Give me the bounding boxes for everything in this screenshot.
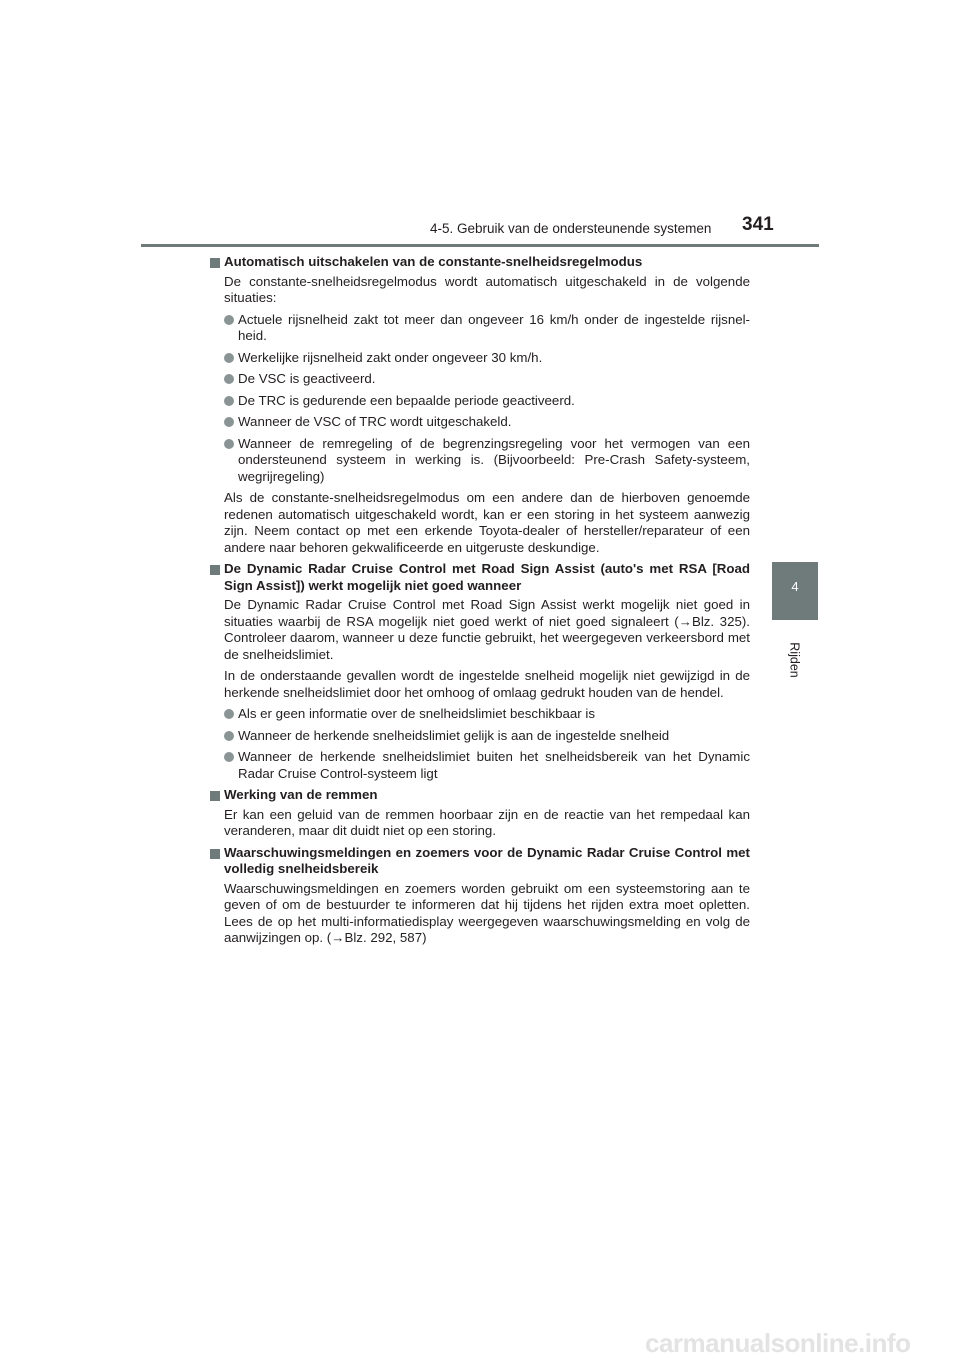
section-heading [210, 561, 750, 594]
list-item-text: Werkelijke rijsnelheid zakt onder ongeveer 30 km/h. [238, 349, 543, 365]
list-item [224, 436, 750, 486]
section-heading-text: Waarschuwingsmeldingen en zoemers voor de Dynamic Radar Cruise Control met volledig snelheidsbereik [224, 844, 750, 876]
header-divider [141, 244, 819, 247]
section-heading [210, 845, 750, 878]
page-number: 341 [742, 214, 774, 235]
section-rsa [210, 561, 750, 782]
section-heading [210, 254, 750, 271]
section-brakes [210, 787, 750, 840]
list-item [224, 749, 750, 782]
round-bullet-icon [224, 752, 234, 762]
list-item-text: Als er geen informatie over de snelheidslimiet beschikbaar is [238, 706, 595, 721]
list-item-text: De VSC is geactiveerd. [238, 371, 376, 386]
watermark-text: carmanualsonline.info [645, 1328, 911, 1358]
list-item [224, 350, 750, 367]
section-warnings [210, 845, 750, 947]
section-heading-text: De Dynamic Radar Cruise Control met Road Sign Assist (auto's met RSA [Road Sign Assist]) werkt mogelijk niet goed wanneer [224, 561, 750, 593]
list-item [224, 414, 750, 431]
square-bullet-icon [210, 791, 220, 801]
round-bullet-icon [224, 374, 234, 384]
list-item [224, 312, 750, 345]
list-item-text: Wanneer de VSC of TRC wordt uitgeschakeld. [238, 414, 512, 429]
round-bullet-icon [224, 315, 234, 325]
section-heading-text: Automatisch uitschakelen van de constante-snelheidsregelmodus [224, 254, 643, 269]
list-item-text: Wanneer de herkende snelheidslimiet gelijk is aan de ingestelde snelheid [238, 727, 670, 743]
round-bullet-icon [224, 396, 234, 406]
list-item [224, 371, 750, 388]
section-heading-text: Werking van de remmen [224, 787, 378, 802]
round-bullet-icon [224, 709, 234, 719]
round-bullet-icon [224, 731, 234, 741]
square-bullet-icon [210, 565, 220, 575]
round-bullet-icon [224, 353, 234, 363]
watermark-logo [645, 1328, 960, 1358]
list-item-text: Wanneer de herkende snelheidslimiet buiten het snelheidsbereik van het Dynamic Radar Cruise Control-systeem ligt [238, 749, 750, 781]
round-bullet-icon [224, 417, 234, 427]
list-item [224, 728, 750, 745]
chapter-label-text: Rijden [788, 642, 802, 678]
list-item [224, 706, 750, 723]
list-item-text: De TRC is gedurende een bepaalde periode geactiveerd. [238, 392, 575, 408]
running-header-section-title: 4-5. Gebruik van de ondersteunende systemen [430, 221, 712, 236]
round-bullet-icon [224, 439, 234, 449]
paragraph: Waarschuwingsmeldingen en zoemers worden gebruikt om een systeemstoring aan te geven of om de bestuurder te informeren dat hij tijdens het rijden extra moet opletten. Lees de op het multi-informatiedisplay weergegeven waarschuwingsmelding en volg de aanwijzingen op. (→Blz. 292, 587) [224, 880, 750, 945]
paragraph: De Dynamic Radar Cruise Control met Road Sign Assist werkt mogelijk niet goed in situaties waarbij de RSA mogelijk niet goed werkt of niet goed signaleert (→Blz. 325). Controleer daarom, wanneer u deze functie gebruikt, het weergegeven verkeersbord met de snelheidslimiet. [224, 597, 750, 662]
list-item [224, 393, 750, 410]
section-heading [210, 787, 750, 804]
list-item-text: Wanneer de remregeling of de begrenzingsregeling voor het vermogen van een ondersteunend systeem in werking is. (Bijvoorbeeld: Pre-Crash Safety-systeem, wegrijregeling) [238, 435, 750, 484]
section-auto-disable [210, 254, 750, 556]
list-item-text: Actuele rijsnelheid zakt tot meer dan ongeveer 16 km/h onder de ingestelde rijsnel-heid. [238, 311, 750, 343]
paragraph: De constante-snelheidsregelmodus wordt automatisch uitgeschakeld in de volgende situaties: [224, 273, 750, 305]
square-bullet-icon [210, 849, 220, 859]
paragraph: Er kan een geluid van de remmen hoorbaar zijn en de reactie van het rempedaal kan veranderen, maar dit duidt niet op een storing. [224, 806, 750, 838]
paragraph: In de onderstaande gevallen wordt de ingestelde snelheid mogelijk niet gewijzigd in de herkende snelheidslimiet door het omhoog of omlaag gedrukt houden van de hendel. [224, 668, 750, 700]
paragraph: Als de constante-snelheidsregelmodus om een andere dan de hierboven genoemde redenen automatisch uitgeschakeld wordt, kan er een storing in het systeem aanwezig zijn. Neem contact op met een erkende Toyota-dealer of hersteller/reparateur of een andere naar behoren gekwalificeerde en uitgeruste deskundige. [224, 490, 750, 555]
chapter-tab: 4 [772, 562, 818, 620]
chapter-label [782, 630, 808, 690]
page-body [210, 254, 750, 952]
square-bullet-icon [210, 258, 220, 268]
